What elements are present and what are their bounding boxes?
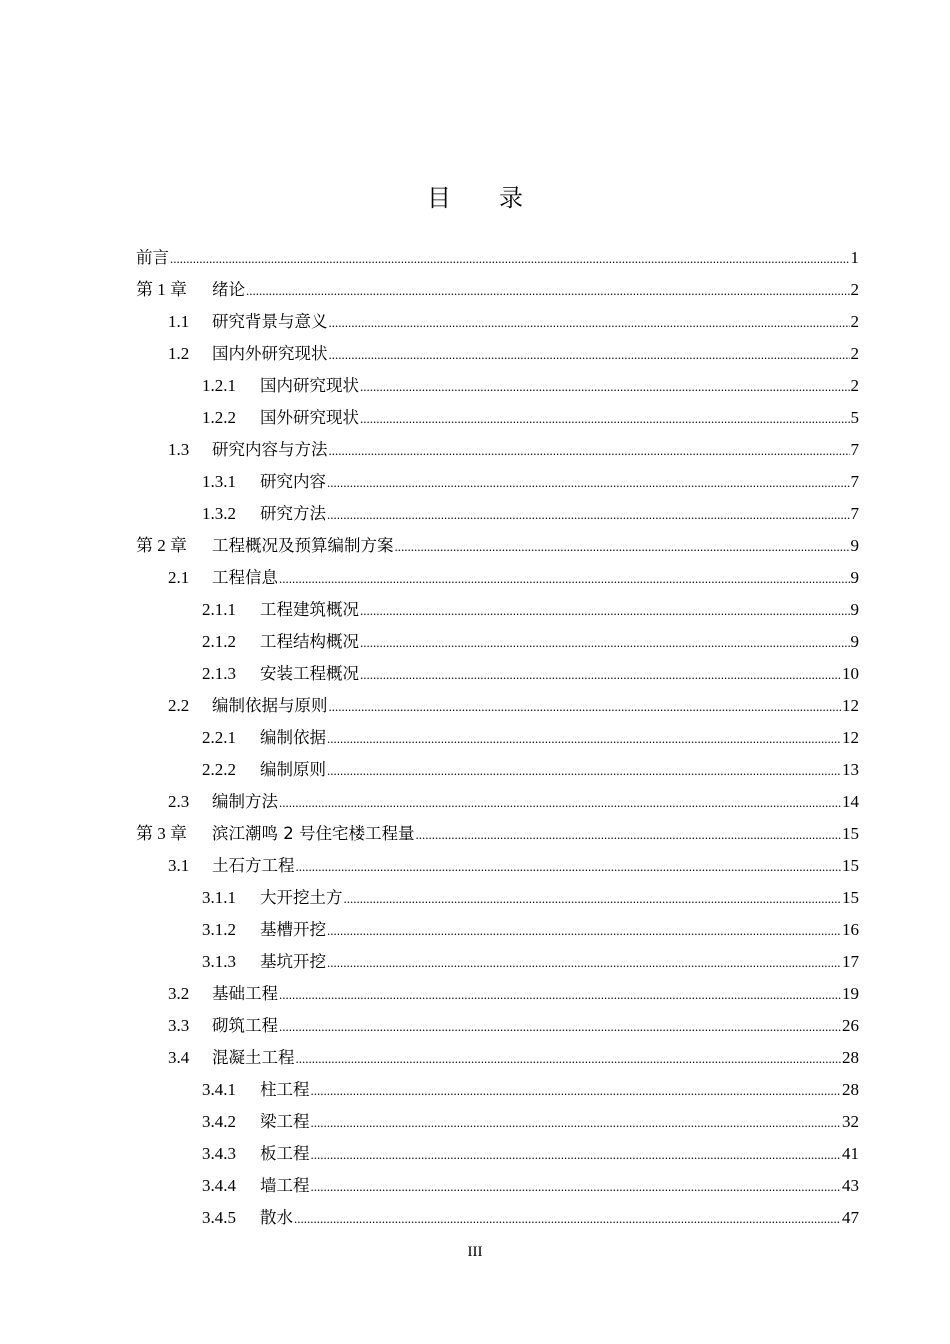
toc-dot-leader xyxy=(344,883,842,915)
toc-entry-page: 9 xyxy=(850,536,859,555)
toc-entry-label: 国内研究现状 xyxy=(260,376,359,395)
toc-entry-label: 基础工程 xyxy=(212,984,278,1003)
toc-entry[interactable] xyxy=(136,754,859,786)
toc-entry[interactable] xyxy=(136,1170,859,1202)
toc-entry-number: 3.4 xyxy=(168,1048,190,1067)
toc-entry-label: 国内外研究现状 xyxy=(212,344,328,363)
toc-dot-leader xyxy=(360,659,841,691)
toc-entry-number: 3.1.2 xyxy=(202,920,236,939)
toc-dot-leader xyxy=(360,627,850,659)
toc-entry-page: 28 xyxy=(842,1080,859,1099)
toc-entry-number: 3.1 xyxy=(168,856,190,875)
toc-dot-leader xyxy=(296,1043,842,1075)
toc-entry-label: 柱工程 xyxy=(260,1080,310,1099)
toc-dot-leader xyxy=(329,435,850,467)
toc-entry-page: 13 xyxy=(842,760,859,779)
toc-entry-page: 2 xyxy=(850,312,859,331)
toc-title-char-1: 目 xyxy=(427,184,451,212)
toc-entry[interactable] xyxy=(136,562,859,594)
toc-entry-page: 9 xyxy=(850,632,859,651)
toc-entry[interactable] xyxy=(136,1202,859,1234)
toc-entry-number: 3.3 xyxy=(168,1016,190,1035)
toc-dot-leader xyxy=(327,755,841,787)
toc-entry-page: 2 xyxy=(850,344,859,363)
toc-entry-number: 1.3.2 xyxy=(202,504,236,523)
toc-dot-leader xyxy=(395,531,850,563)
toc-title-char-2: 录 xyxy=(499,184,523,212)
toc-entry-page: 7 xyxy=(850,504,859,523)
toc-entry-page: 10 xyxy=(842,664,859,683)
toc-entry[interactable] xyxy=(136,722,859,754)
toc-dot-leader xyxy=(329,307,850,339)
toc-entry-number: 3.4.2 xyxy=(202,1112,236,1131)
toc-dot-leader xyxy=(329,339,850,371)
toc-entry-page: 43 xyxy=(842,1176,859,1195)
toc-entry-page: 26 xyxy=(842,1016,859,1035)
toc-entry-page: 28 xyxy=(842,1048,859,1067)
table-of-contents xyxy=(136,242,859,1234)
toc-entry-page: 16 xyxy=(842,920,859,939)
toc-entry-label: 砌筑工程 xyxy=(212,1016,278,1035)
toc-entry-number: 2.2.1 xyxy=(202,728,236,747)
toc-entry-label: 研究方法 xyxy=(260,504,326,523)
toc-entry-number: 2.1 xyxy=(168,568,190,587)
toc-entry-number: 1.3.1 xyxy=(202,472,236,491)
toc-entry-number: 2.1.3 xyxy=(202,664,236,683)
toc-entry-page: 12 xyxy=(842,728,859,747)
toc-entry[interactable] xyxy=(136,882,859,914)
toc-dot-leader xyxy=(327,947,841,979)
toc-title xyxy=(0,178,950,213)
toc-entry-page: 5 xyxy=(850,408,859,427)
toc-entry-label: 混凝土工程 xyxy=(212,1048,295,1067)
toc-entry-label: 编制依据 xyxy=(260,728,326,747)
toc-entry-number: 3.4.5 xyxy=(202,1208,236,1227)
toc-entry[interactable] xyxy=(136,466,859,498)
toc-entry-label: 工程信息 xyxy=(212,568,278,587)
toc-entry-number: 1.2.2 xyxy=(202,408,236,427)
toc-entry[interactable] xyxy=(136,786,859,818)
toc-entry-number: 2.2.2 xyxy=(202,760,236,779)
toc-entry-number: 2.2 xyxy=(168,696,190,715)
toc-entry-page: 32 xyxy=(842,1112,859,1131)
toc-entry[interactable] xyxy=(136,530,859,562)
toc-entry[interactable] xyxy=(136,594,859,626)
toc-entry-page: 41 xyxy=(842,1144,859,1163)
toc-dot-leader xyxy=(311,1075,842,1107)
toc-entry-number: 1.2 xyxy=(168,344,190,363)
toc-entry[interactable] xyxy=(136,242,859,274)
toc-entry-page: 2 xyxy=(850,376,859,395)
toc-entry[interactable] xyxy=(136,1138,859,1170)
toc-entry-number: 2.3 xyxy=(168,792,190,811)
toc-entry-number: 第 3 章 xyxy=(136,824,187,843)
toc-entry-number: 3.4.1 xyxy=(202,1080,236,1099)
toc-entry[interactable] xyxy=(136,338,859,370)
toc-entry-page: 1 xyxy=(850,248,859,267)
toc-entry[interactable] xyxy=(136,402,859,434)
toc-dot-leader xyxy=(416,819,842,851)
toc-entry-label: 基坑开挖 xyxy=(260,952,326,971)
toc-dot-leader xyxy=(329,691,842,723)
toc-entry-page: 15 xyxy=(842,824,859,843)
toc-entry-number: 2.1.1 xyxy=(202,600,236,619)
toc-dot-leader xyxy=(279,979,841,1011)
toc-entry-page: 7 xyxy=(850,472,859,491)
toc-entry[interactable] xyxy=(136,1106,859,1138)
toc-dot-leader xyxy=(294,1203,841,1235)
toc-dot-leader xyxy=(360,403,850,435)
toc-entry-label: 编制方法 xyxy=(212,792,278,811)
toc-entry-label: 滨江潮鸣 2 号住宅楼工程量 xyxy=(212,824,415,843)
toc-entry[interactable] xyxy=(136,626,859,658)
toc-dot-leader xyxy=(279,563,850,595)
toc-dot-leader xyxy=(279,787,841,819)
toc-entry-page: 2 xyxy=(850,280,859,299)
toc-dot-leader xyxy=(327,499,850,531)
toc-entry[interactable] xyxy=(136,1074,859,1106)
toc-entry-label: 研究背景与意义 xyxy=(212,312,328,331)
toc-dot-leader xyxy=(311,1171,842,1203)
toc-entry-number: 1.2.1 xyxy=(202,376,236,395)
toc-entry-label: 土石方工程 xyxy=(212,856,295,875)
toc-dot-leader xyxy=(360,371,850,403)
toc-entry[interactable] xyxy=(136,914,859,946)
toc-entry-label: 大开挖土方 xyxy=(260,888,343,907)
toc-entry-label: 编制依据与原则 xyxy=(212,696,328,715)
toc-dot-leader xyxy=(327,915,841,947)
toc-entry-number: 1.1 xyxy=(168,312,190,331)
toc-entry[interactable] xyxy=(136,818,859,850)
toc-entry-label: 编制原则 xyxy=(260,760,326,779)
toc-entry-label: 研究内容与方法 xyxy=(212,440,328,459)
toc-dot-leader xyxy=(327,467,850,499)
toc-dot-leader xyxy=(360,595,850,627)
toc-dot-leader xyxy=(279,1011,841,1043)
toc-entry[interactable] xyxy=(136,370,859,402)
toc-entry-page: 17 xyxy=(842,952,859,971)
toc-entry-label: 工程概况及预算编制方案 xyxy=(212,536,394,555)
page-number-footer: III xyxy=(467,1244,483,1260)
toc-entry[interactable] xyxy=(136,978,859,1010)
toc-entry-label: 墙工程 xyxy=(260,1176,310,1195)
toc-entry[interactable] xyxy=(136,1042,859,1074)
toc-entry-label: 工程建筑概况 xyxy=(260,600,359,619)
toc-entry[interactable] xyxy=(136,658,859,690)
toc-entry-label: 研究内容 xyxy=(260,472,326,491)
toc-dot-leader xyxy=(246,275,850,307)
toc-entry[interactable] xyxy=(136,274,859,306)
toc-entry-page: 15 xyxy=(842,856,859,875)
toc-entry-number: 3.4.4 xyxy=(202,1176,236,1195)
toc-entry-page: 12 xyxy=(842,696,859,715)
toc-entry[interactable] xyxy=(136,306,859,338)
toc-dot-leader xyxy=(170,243,850,275)
toc-entry-label: 绪论 xyxy=(212,280,245,299)
toc-entry-label: 前言 xyxy=(136,248,169,267)
toc-entry-page: 9 xyxy=(850,568,859,587)
toc-entry-label: 梁工程 xyxy=(260,1112,310,1131)
toc-entry-label: 安装工程概况 xyxy=(260,664,359,683)
toc-entry[interactable] xyxy=(136,1010,859,1042)
toc-entry[interactable] xyxy=(136,498,859,530)
toc-entry-page: 47 xyxy=(842,1208,859,1227)
toc-entry-label: 板工程 xyxy=(260,1144,310,1163)
toc-dot-leader xyxy=(296,851,842,883)
toc-entry-number: 第 2 章 xyxy=(136,536,187,555)
toc-dot-leader xyxy=(311,1107,842,1139)
toc-entry-number: 第 1 章 xyxy=(136,280,187,299)
toc-entry-number: 1.3 xyxy=(168,440,190,459)
toc-dot-leader xyxy=(327,723,841,755)
toc-entry-page: 15 xyxy=(842,888,859,907)
toc-entry[interactable] xyxy=(136,434,859,466)
toc-entry-label: 工程结构概况 xyxy=(260,632,359,651)
toc-entry-number: 3.2 xyxy=(168,984,190,1003)
toc-entry-number: 3.1.1 xyxy=(202,888,236,907)
toc-entry-number: 2.1.2 xyxy=(202,632,236,651)
toc-entry[interactable] xyxy=(136,850,859,882)
toc-entry-page: 19 xyxy=(842,984,859,1003)
toc-entry-label: 国外研究现状 xyxy=(260,408,359,427)
toc-entry-page: 14 xyxy=(842,792,859,811)
toc-entry-page: 9 xyxy=(850,600,859,619)
toc-entry[interactable] xyxy=(136,690,859,722)
toc-entry-number: 3.1.3 xyxy=(202,952,236,971)
toc-entry-label: 基槽开挖 xyxy=(260,920,326,939)
toc-entry[interactable] xyxy=(136,946,859,978)
toc-dot-leader xyxy=(311,1139,842,1171)
toc-entry-page: 7 xyxy=(850,440,859,459)
toc-entry-number: 3.4.3 xyxy=(202,1144,236,1163)
toc-entry-label: 散水 xyxy=(260,1208,293,1227)
